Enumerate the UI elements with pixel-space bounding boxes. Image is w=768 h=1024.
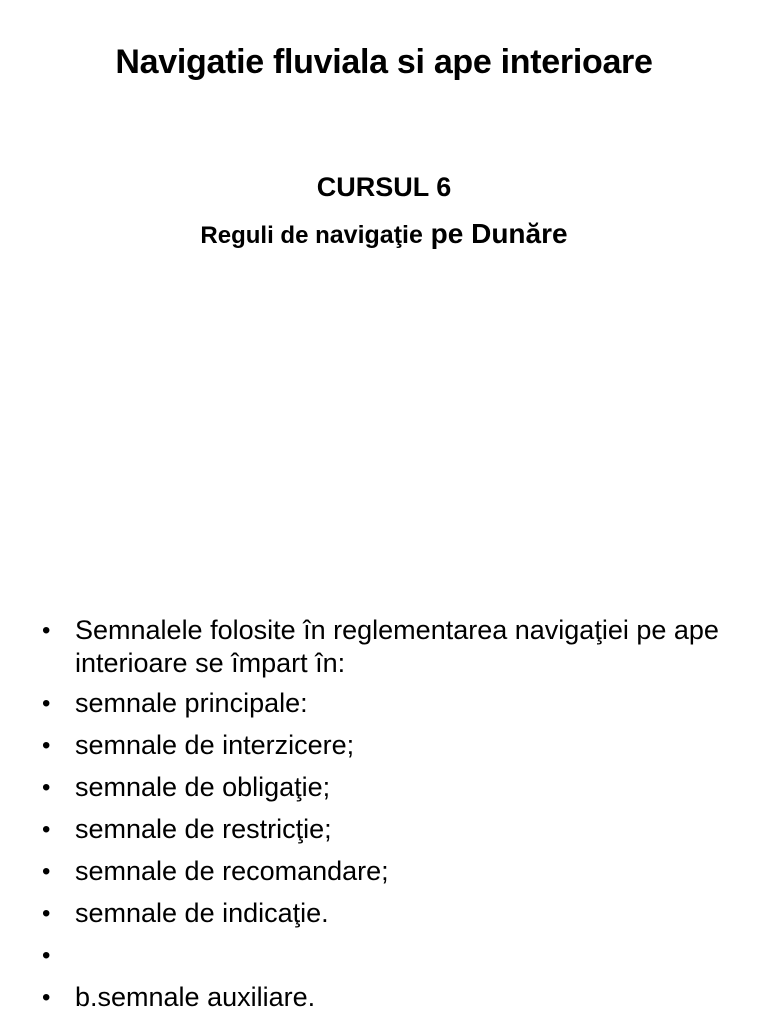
list-item: • semnale de interzicere; [0,729,768,762]
bullet-list [0,614,768,1023]
main-title: Navigatie fluviala si ape interioare [115,43,653,81]
course-subtitle [0,216,768,257]
list-item-empty [0,939,768,972]
course-label: CURSUL 6 [316,172,452,202]
list-item: • semnale principale: [0,687,768,720]
slide-title [0,0,768,300]
course-subtitle-part-2: avigaţie [329,221,423,249]
list-item: • semnale de indicaţie. [0,897,768,930]
list-item: • Semnalele folosite în reglementarea navigaţiei pe ape interioare se împart în: [0,614,768,680]
slide-content [0,600,768,1024]
course-subtitle-part-1: Reguli de n [200,222,330,249]
course-subtitle-part-3: pe Dunăre [422,218,568,249]
list-item: • b.semnale auxiliare. [0,981,768,1014]
list-item: • semnale de recomandare; [0,855,768,888]
list-item: • semnale de restricţie; [0,813,768,846]
list-item: • semnale de obligaţie; [0,771,768,804]
